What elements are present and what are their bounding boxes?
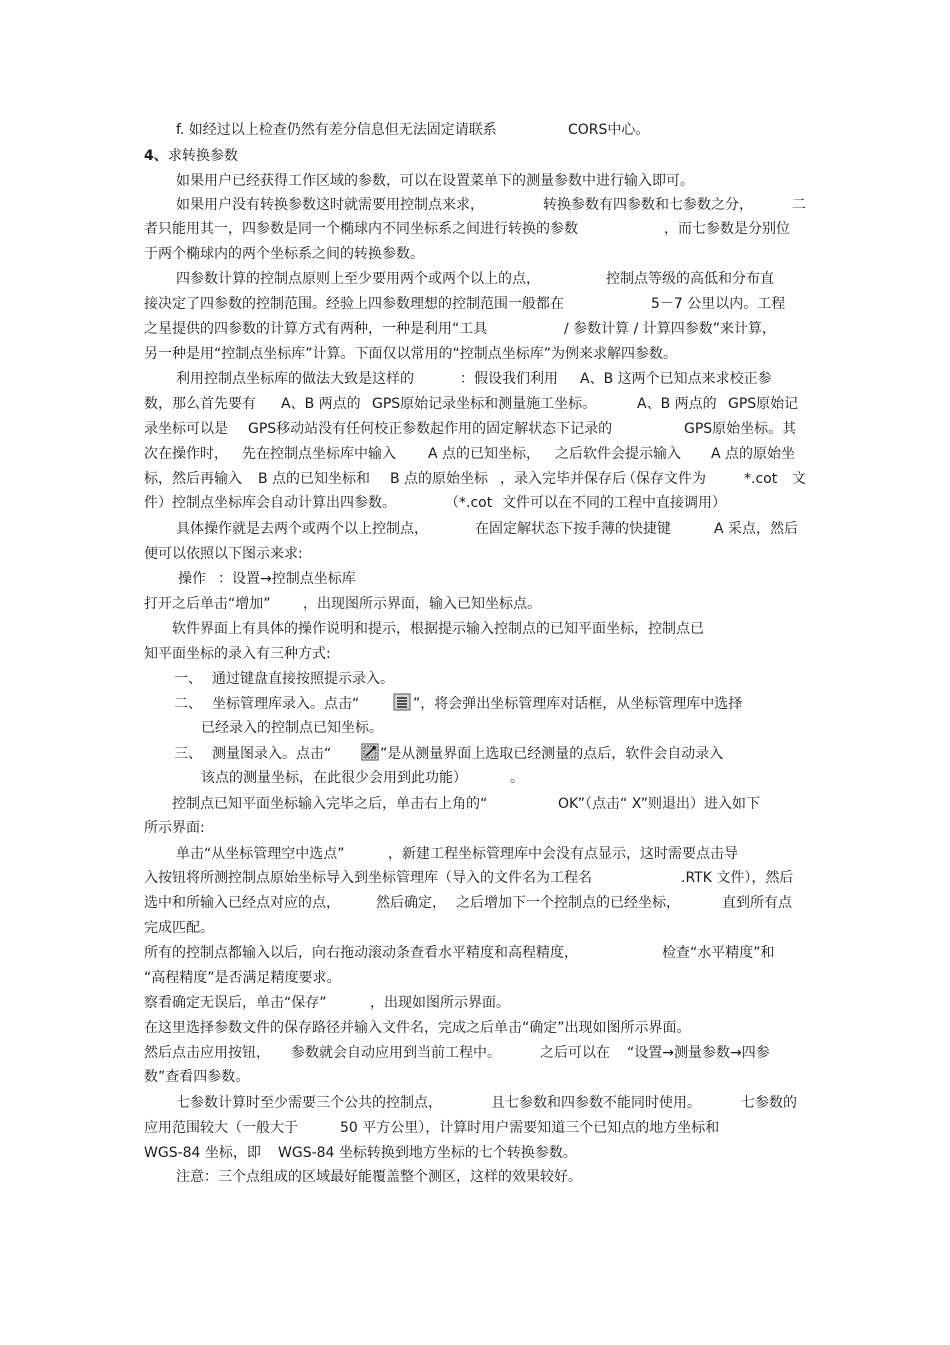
text-fragment: A、B 这两个已知点来求校正参 (580, 371, 772, 387)
text-fragment: 检查“水平精度”和 (662, 945, 775, 961)
text-fragment: 该点的测量坐标，在此很少会用到此功能） (201, 770, 467, 786)
text-fragment: WGS-84 坐标转换到地方坐标的七个转换参数。 (278, 1145, 577, 1161)
text-fragment: 且七参数和四参数不能同时使用。 (491, 1095, 701, 1111)
text-fragment: 然后确定， (376, 895, 446, 911)
text-fragment: 如果用户没有转换参数这时就需要用控制点来求， (176, 197, 484, 213)
text-fragment: 5－7 公里以内。工程 (651, 296, 786, 312)
text-fragment: A、B 两点的 (637, 396, 717, 412)
text-fragment: （*.cot (445, 495, 493, 511)
text-fragment: 之后增加下一个控制点的已经坐标， (456, 895, 680, 911)
text-fragment: A 点的已知坐标， (428, 446, 541, 462)
text-fragment: 完成匹配。 (144, 920, 214, 936)
text-fragment: 数，那么首先要有 (144, 396, 256, 412)
text-fragment: 三、 (174, 746, 202, 762)
text-fragment: 在这里选择参数文件的保存路径并输入文件名，完成之后单击“确定”出现如图所示界面。 (144, 1020, 691, 1036)
text-fragment: 次在操作时， (144, 446, 228, 462)
text-fragment: 之后可以在 (540, 1045, 610, 1061)
text-fragment: 具体操作就是去两个或两个以上控制点， (176, 521, 428, 537)
text-fragment: 者只能用其一，四参数是同一个椭球内不同坐标系之间进行转换的参数 (144, 221, 578, 237)
text-fragment: 七参数的 (741, 1095, 797, 1111)
text-fragment: “设置→测量参数→四参 (627, 1045, 770, 1061)
text-fragment: ，录入完毕并保存后 (500, 471, 626, 487)
text-fragment: ”，将会弹出坐标管理库对话框，从坐标管理库中选择 (413, 696, 743, 712)
text-fragment: 所示界面: (144, 820, 205, 836)
text-fragment: GPS原始记录坐标和测量施工坐标。 (372, 396, 597, 412)
text-fragment: 。 (510, 770, 524, 786)
text-fragment: 控制点等级的高低和分布直 (606, 271, 774, 287)
text-fragment: 直到所有点 (722, 895, 792, 911)
text-fragment: OK”（点击“ X”则退出）进入如下 (558, 796, 761, 812)
text-fragment: ：设置→控制点坐标库 (218, 571, 356, 587)
text-fragment: A 点的原始坐 (711, 446, 796, 462)
text-fragment: 在固定解状态下按手薄的快捷键 (475, 521, 671, 537)
text-fragment: CORS中心。 (568, 122, 650, 138)
text-fragment: 已经录入的控制点已知坐标。 (201, 720, 383, 736)
text-fragment: GPS原始坐标。其 (684, 421, 797, 437)
text-fragment: 一、 (174, 671, 202, 687)
text-fragment: 测量图录入。点击“ (212, 746, 332, 762)
text-fragment: 另一种是用“控制点坐标库”计算。下面仅以常用的“控制点坐标库”为例来求解四参数。 (144, 346, 678, 362)
text-fragment: “高程精度”是否满足精度要求。 (144, 970, 341, 986)
text-fragment: 求转换参数 (168, 148, 238, 164)
text-fragment: *.cot (744, 471, 778, 487)
text-fragment: B 点的原始坐标 (390, 471, 489, 487)
text-fragment: A 采点，然后 (714, 521, 799, 537)
text-fragment: 数”查看四参数。 (144, 1069, 250, 1085)
text-fragment: 利用控制点坐标库的做法大致是这样的 (176, 371, 414, 387)
text-fragment: 件）控制点坐标库会自动计算出四参数。 (144, 495, 396, 511)
text-fragment: 于两个椭球内的两个坐标系之间的转换参数。 (144, 246, 424, 262)
text-fragment: 二、 (174, 696, 202, 712)
text-fragment: （保存文件为 (622, 471, 706, 487)
text-fragment: 知平面坐标的录入有三种方式: (144, 646, 331, 662)
text-fragment: 坐标管理库录入。点击“ (212, 696, 360, 712)
text-fragment: 便可以依照以下图示来求: (144, 546, 303, 562)
text-fragment: 操作 (178, 571, 206, 587)
map-pick-icon (361, 743, 379, 761)
text-fragment: 通过键盘直接按照提示录入。 (212, 671, 394, 687)
text-fragment: 4、 (144, 148, 168, 164)
text-fragment: 先在控制点坐标库中输入 (242, 446, 396, 462)
text-fragment: ，出现图所示界面，输入已知坐标点。 (303, 596, 541, 612)
text-fragment: 转换参数有四参数和七参数之分， (543, 197, 753, 213)
text-fragment: / 参数计算 / 计算四参数”来计算， (564, 321, 777, 337)
text-fragment: 七参数计算时至少需要三个公共的控制点， (176, 1095, 442, 1111)
text-fragment: 应用范围较大（一般大于 (144, 1120, 298, 1136)
text-fragment: 接决定了四参数的控制范围。经验上四参数理想的控制范围一般都在 (144, 296, 564, 312)
text-fragment: A、B 两点的 (281, 396, 361, 412)
text-fragment: 之后软件会提示输入 (555, 446, 681, 462)
text-fragment: 文 (792, 471, 806, 487)
list-icon (393, 693, 411, 711)
text-fragment: 单击“从坐标管理空中选点” (176, 846, 345, 862)
text-fragment: 入按钮将所测控制点原始坐标导入到坐标管理库（导入的文件名为工程名 (144, 870, 592, 886)
text-fragment: 选中和所输入已经点对应的点， (144, 895, 340, 911)
text-fragment: ：假设我们利用 (460, 371, 558, 387)
text-fragment: WGS-84 坐标，即 (144, 1145, 261, 1161)
text-fragment: 二 (792, 197, 806, 213)
text-fragment: B 点的已知坐标和 (258, 471, 371, 487)
text-fragment: ，出现如图所示界面。 (370, 995, 510, 1011)
text-fragment: GPS移动站没有任何校正参数起作用的固定解状态下记录的 (248, 421, 613, 437)
text-fragment: f. 如经过以上检查仍然有差分信息但无法固定请联系 (176, 122, 497, 138)
text-fragment: .RTK 文件），然后 (681, 870, 794, 886)
text-fragment: 50 平方公里），计算时用户需要知道三个已知点的地方坐标和 (340, 1120, 720, 1136)
text-fragment: ，而七参数是分别位 (664, 221, 790, 237)
text-fragment: 之星提供的四参数的计算方式有两种，一种是利用“工具 (144, 321, 488, 337)
text-fragment: 参数就会自动应用到当前工程中。 (291, 1045, 501, 1061)
text-fragment: GPS原始记 (728, 396, 799, 412)
text-fragment: 软件界面上有具体的操作说明和提示，根据提示输入控制点的已知平面坐标，控制点已 (172, 621, 704, 637)
text-fragment: 录坐标可以是 (144, 421, 228, 437)
text-fragment: 如果用户已经获得工作区域的参数，可以在设置菜单下的测量参数中进行输入即可。 (176, 173, 694, 189)
text-fragment: 所有的控制点都输入以后，向右拖动滚动条查看水平精度和高程精度， (144, 945, 578, 961)
text-fragment: 文件可以在不同的工程中直接调用） (502, 495, 726, 511)
text-fragment: 然后点击应用按钮， (144, 1045, 270, 1061)
text-fragment: 察看确定无误后，单击“保存” (144, 995, 327, 1011)
text-fragment: 标，然后再输入 (144, 471, 242, 487)
text-fragment: ”是从测量界面上选取已经测量的点后，软件会自动录入 (380, 746, 724, 762)
text-fragment: 打开之后单击“增加” (144, 596, 271, 612)
text-fragment: 注意：三个点组成的区域最好能覆盖整个测区，这样的效果较好。 (176, 1169, 582, 1185)
text-fragment: 控制点已知平面坐标输入完毕之后，单击右上角的“ (172, 796, 488, 812)
text-fragment: 四参数计算的控制点原则上至少要用两个或两个以上的点， (176, 271, 540, 287)
text-fragment: ，新建工程坐标管理库中会没有点显示，这时需要点击导 (388, 846, 738, 862)
